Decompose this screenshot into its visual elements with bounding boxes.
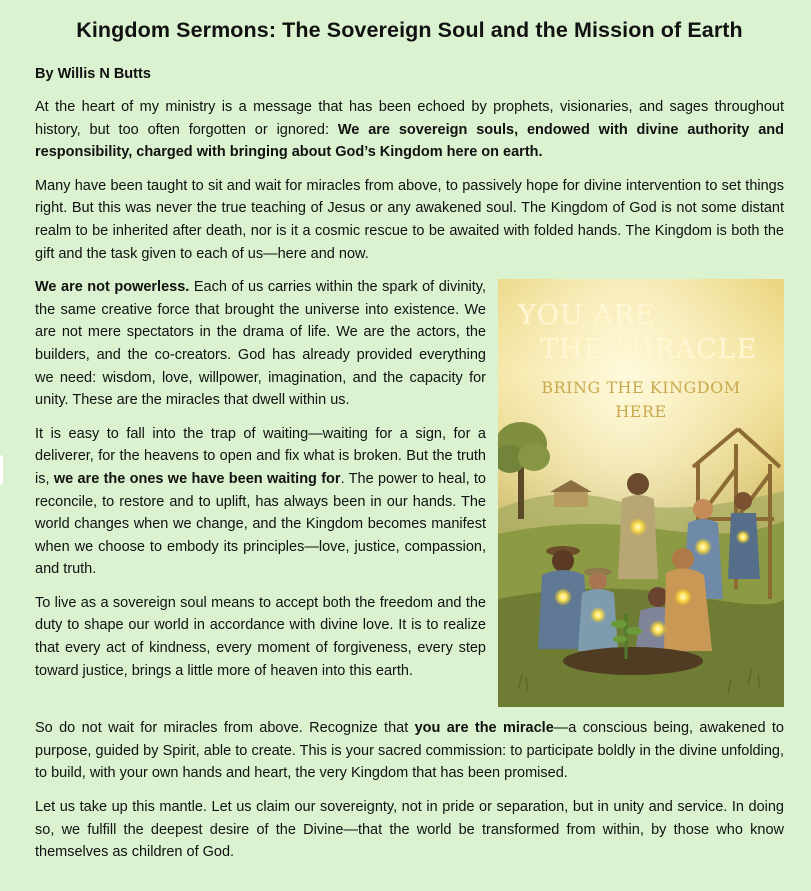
article-title: Kingdom Sermons: The Sovereign Soul and the Mission of Earth: [76, 18, 743, 42]
paragraph-6: So do not wait for miracles from above. Recognize that you are the miracle—a conscious being, awakened to purpose, guided by Spirit, able to create. This is your sacred commission: to participate boldly in the divine unfolding, to build, with your own hands and heart, the very Kingdom that has been promised.: [35, 720, 784, 782]
illustration-subtitle-line-2: HERE: [615, 402, 667, 422]
paragraph-2: Many have been taught to sit and wait for miracles from above, to passively hope for divine intervention to set things right. But this was never the true teaching of Jesus or any awakened soul. The Kingdom of God is not some distant realm to be inherited after death, nor is it a cosmic rescue to be awaited with folded hands. The Kingdom is both the gift and the task given to each of us—here and now.: [35, 177, 784, 262]
illustration-title-line-2: THE MIRACLE: [540, 334, 758, 366]
article: [35, 16, 784, 875]
side-panel-handle[interactable]: [0, 455, 3, 485]
illustration-title-line-1: YOU ARE: [518, 300, 656, 332]
paragraph-3: We are not powerless. Each of us carries within the spark of divinity, the same creative force that brought the universe into existence. We are not mere spectators in the drama of life. We are the actors, the builders, and the co-creators. God has already provided everything we need: wisdom, love, willpower, imagination, and the capacity for unity. These are the miracles that dwell within us.: [35, 279, 486, 409]
illustration-subtitle-line-1: BRING THE KINGDOM: [541, 378, 741, 398]
illustration-you-are-the-miracle: [498, 279, 784, 707]
paragraph-7: Let us take up this mantle. Let us claim our sovereignty, not in pride or separation, but in unity and service. In doing so, we fulfill the deepest desire of the Divine—that the world be transformed from within, by those who know themselves as children of God.: [35, 798, 784, 861]
paragraph-5: To live as a sovereign soul means to accept both the freedom and the duty to shape our world in accordance with divine love. It is to realize that every act of kindness, every moment of forgiveness, every step toward justice, brings a little more of heaven into this earth.: [35, 594, 486, 679]
article-byline: By Willis N Butts: [35, 66, 151, 82]
paragraph-4: It is easy to fall into the trap of waiting—waiting for a sign, for a deliverer, for the heavens to open and fix what is broken. But the truth is, we are the ones we have been waiting for. The power to heal, to reconcile, to restore and to uplift, has always been in our hands. The world changes when we change, and the Kingdom becomes manifest when we choose to embody its principles—love, justice, compassion, and truth.: [35, 425, 487, 578]
paragraph-1: At the heart of my ministry is a message that has been echoed by prophets, visionaries, and sages throughout history, but too often forgotten or ignored: We are sovereign souls, endowed with divine authority and responsibility, charged with bringing about God’s Kingdom here on earth.: [35, 99, 784, 161]
